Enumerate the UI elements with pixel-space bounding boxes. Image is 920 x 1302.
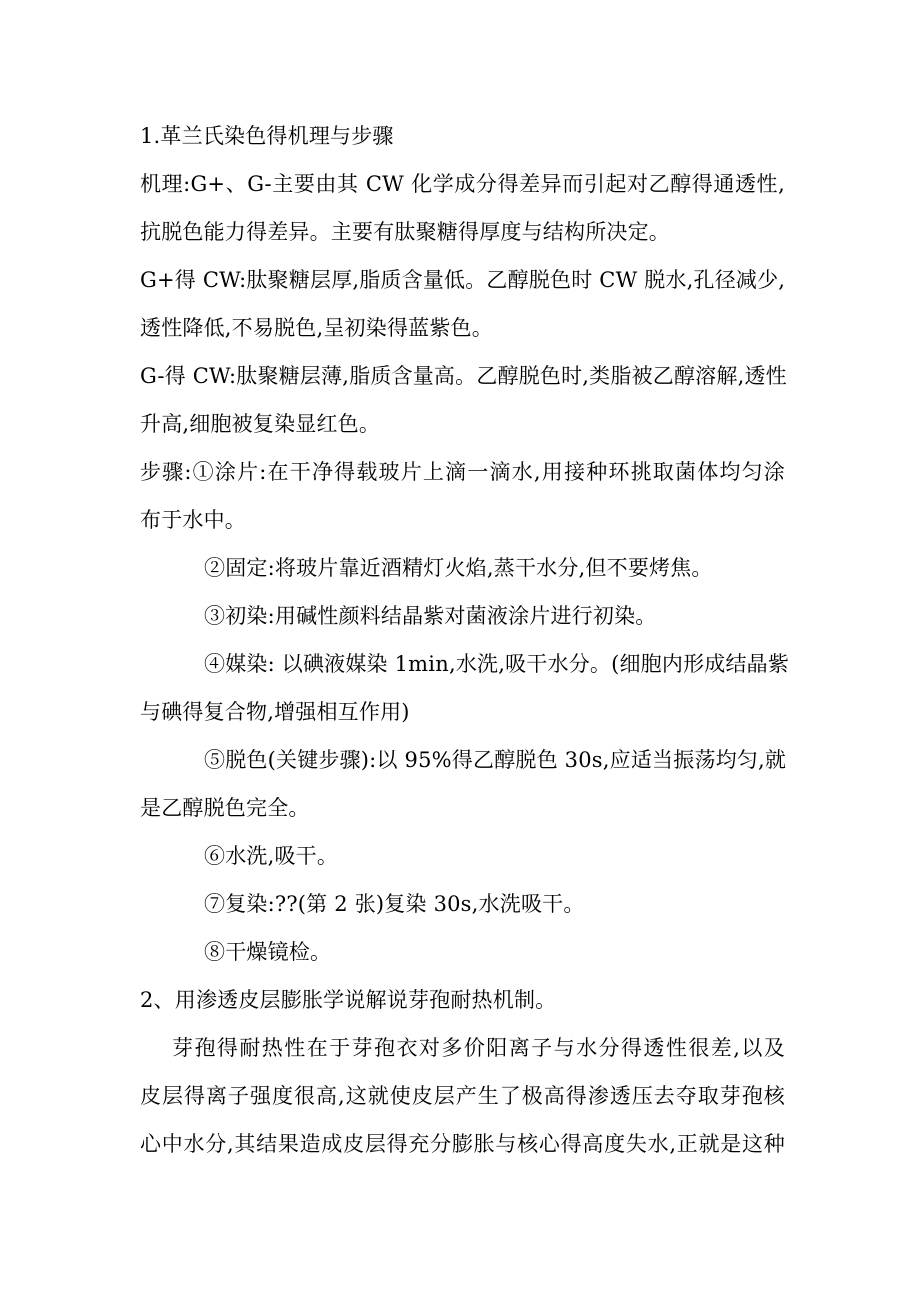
step-decolorize-line: ⑤脱色(关键步骤):以 95%得乙醇脱色 30s,应适当振荡均匀,就 <box>204 748 787 772</box>
gram-positive-paragraph-line: 透性降低,不易脱色,呈初染得蓝紫色。 <box>140 316 493 340</box>
step-decolorize-line: 是乙醇脱色完全。 <box>140 796 310 820</box>
gram-negative-paragraph-line: G-得 CW:肽聚糖层薄,脂质含量高。乙醇脱色时,类脂被乙醇溶解,透性 <box>140 364 787 388</box>
spore-paragraph-line: 皮层得离子强度很高,这就使皮层产生了极高得渗透压去夺取芽孢核 <box>140 1084 785 1108</box>
section-heading-gram-stain: 1.革兰氏染色得机理与步骤 <box>140 124 394 148</box>
spore-paragraph-line: 芽孢得耐热性在于芽孢衣对多价阳离子与水分得透性很差,以及 <box>172 1036 785 1060</box>
step-mordant-line: 与碘得复合物,增强相互作用) <box>140 700 410 724</box>
gram-positive-paragraph-line: G+得 CW:肽聚糖层厚,脂质含量低。乙醇脱色时 CW 脱水,孔径减少, <box>140 268 786 292</box>
mechanism-paragraph-line: 抗脱色能力得差异。主要有肽聚糖得厚度与结构所决定。 <box>140 220 670 244</box>
step-mordant-line: ④媒染: 以碘液媒染 1min,水洗,吸干水分。(细胞内形成结晶紫 <box>204 652 790 676</box>
section-heading-spore-heat-resistance: 2、用渗透皮层膨胀学说解说芽孢耐热机制。 <box>140 988 557 1012</box>
step-counterstain-line: ⑦复染:??(第 2 张)复染 30s,水洗吸干。 <box>204 892 585 916</box>
steps-paragraph-line: 步骤:①涂片:在干净得载玻片上滴一滴水,用接种环挑取菌体均匀涂 <box>140 460 785 484</box>
step-dry-inspect-line: ⑧干燥镜检。 <box>204 940 332 964</box>
gram-negative-paragraph-line: 升高,细胞被复染显红色。 <box>140 412 381 436</box>
mechanism-paragraph-line: 机理:G+、G-主要由其 CW 化学成分得差异而引起对乙醇得通透性, <box>140 172 785 196</box>
step-fix-line: ②固定:将玻片靠近酒精灯火焰,蒸干水分,但不要烤焦。 <box>204 556 713 580</box>
step-primary-stain-line: ③初染:用碱性颜料结晶紫对菌液涂片进行初染。 <box>204 604 657 628</box>
steps-paragraph-line: 布于水中。 <box>140 508 246 532</box>
document-body <box>140 112 790 1168</box>
step-wash-line: ⑥水洗,吸干。 <box>204 844 339 868</box>
spore-paragraph-line: 心中水分,其结果造成皮层得充分膨胀与核心得高度失水,正就是这种 <box>140 1132 785 1156</box>
